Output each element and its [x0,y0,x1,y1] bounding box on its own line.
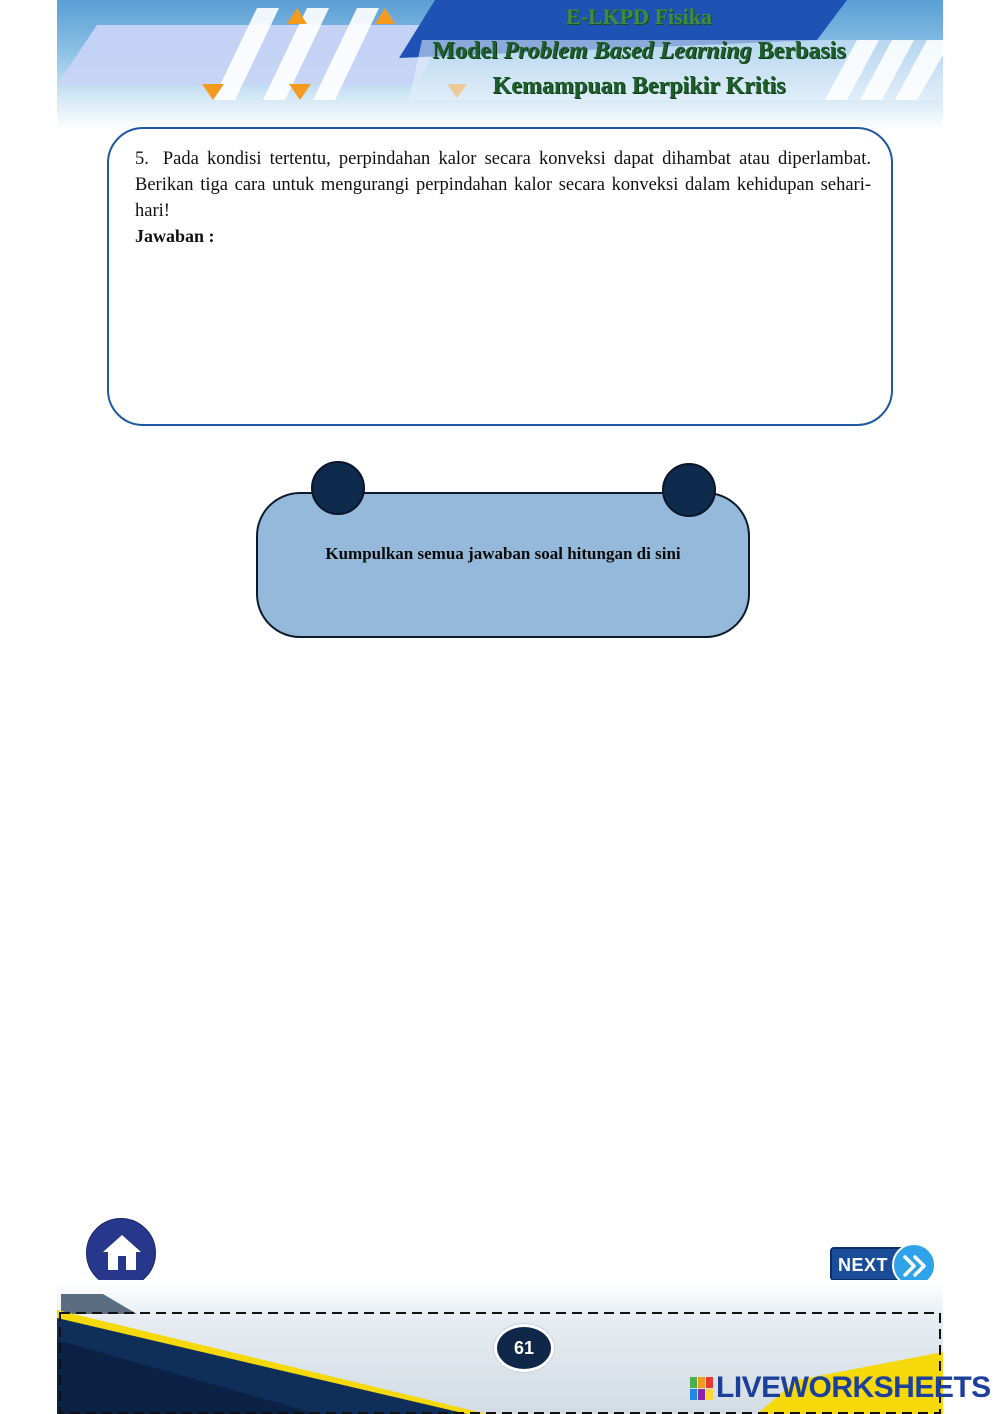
header-title-line2 [429,38,849,65]
header-berbasis-text: Berbasis [751,38,846,64]
home-button[interactable] [86,1218,156,1288]
liveworksheets-logo-icon [690,1377,714,1401]
header-title-line1: E-LKPD Fisika [565,4,713,29]
answer-input[interactable] [131,254,871,404]
question-body: Pada kondisi tertentu, perpindahan kalor secara konveksi dapat dihambat atau diperlambat. Berikan tiga cara untuk mengurangi perpindahan kalor secara konveksi dalam kehidupan sehari-hari! [135,149,871,221]
card-pin-right [662,463,716,517]
liveworksheets-text: LIVEWORKSHEETS [716,1371,991,1404]
question-box [107,127,893,426]
answer-label: Jawaban : [135,226,215,246]
double-chevron-right-icon [902,1254,928,1278]
header-title-line3: Kemampuan Berpikir Kritis [492,73,786,99]
page-number-badge [494,1324,554,1372]
page-header [57,0,943,130]
home-icon [101,1232,143,1274]
page-number: 61 [513,1338,535,1358]
header-model-text: Model [432,38,504,64]
header-pbl-text: Problem Based Learning [503,38,752,64]
question-number: 5. [135,149,149,169]
card-pin-left [311,461,365,515]
question-text [135,146,871,224]
next-label: NEXT [838,1255,889,1275]
collect-answers-text: Kumpulkan semua jawaban soal hitungan di sini [325,544,681,563]
